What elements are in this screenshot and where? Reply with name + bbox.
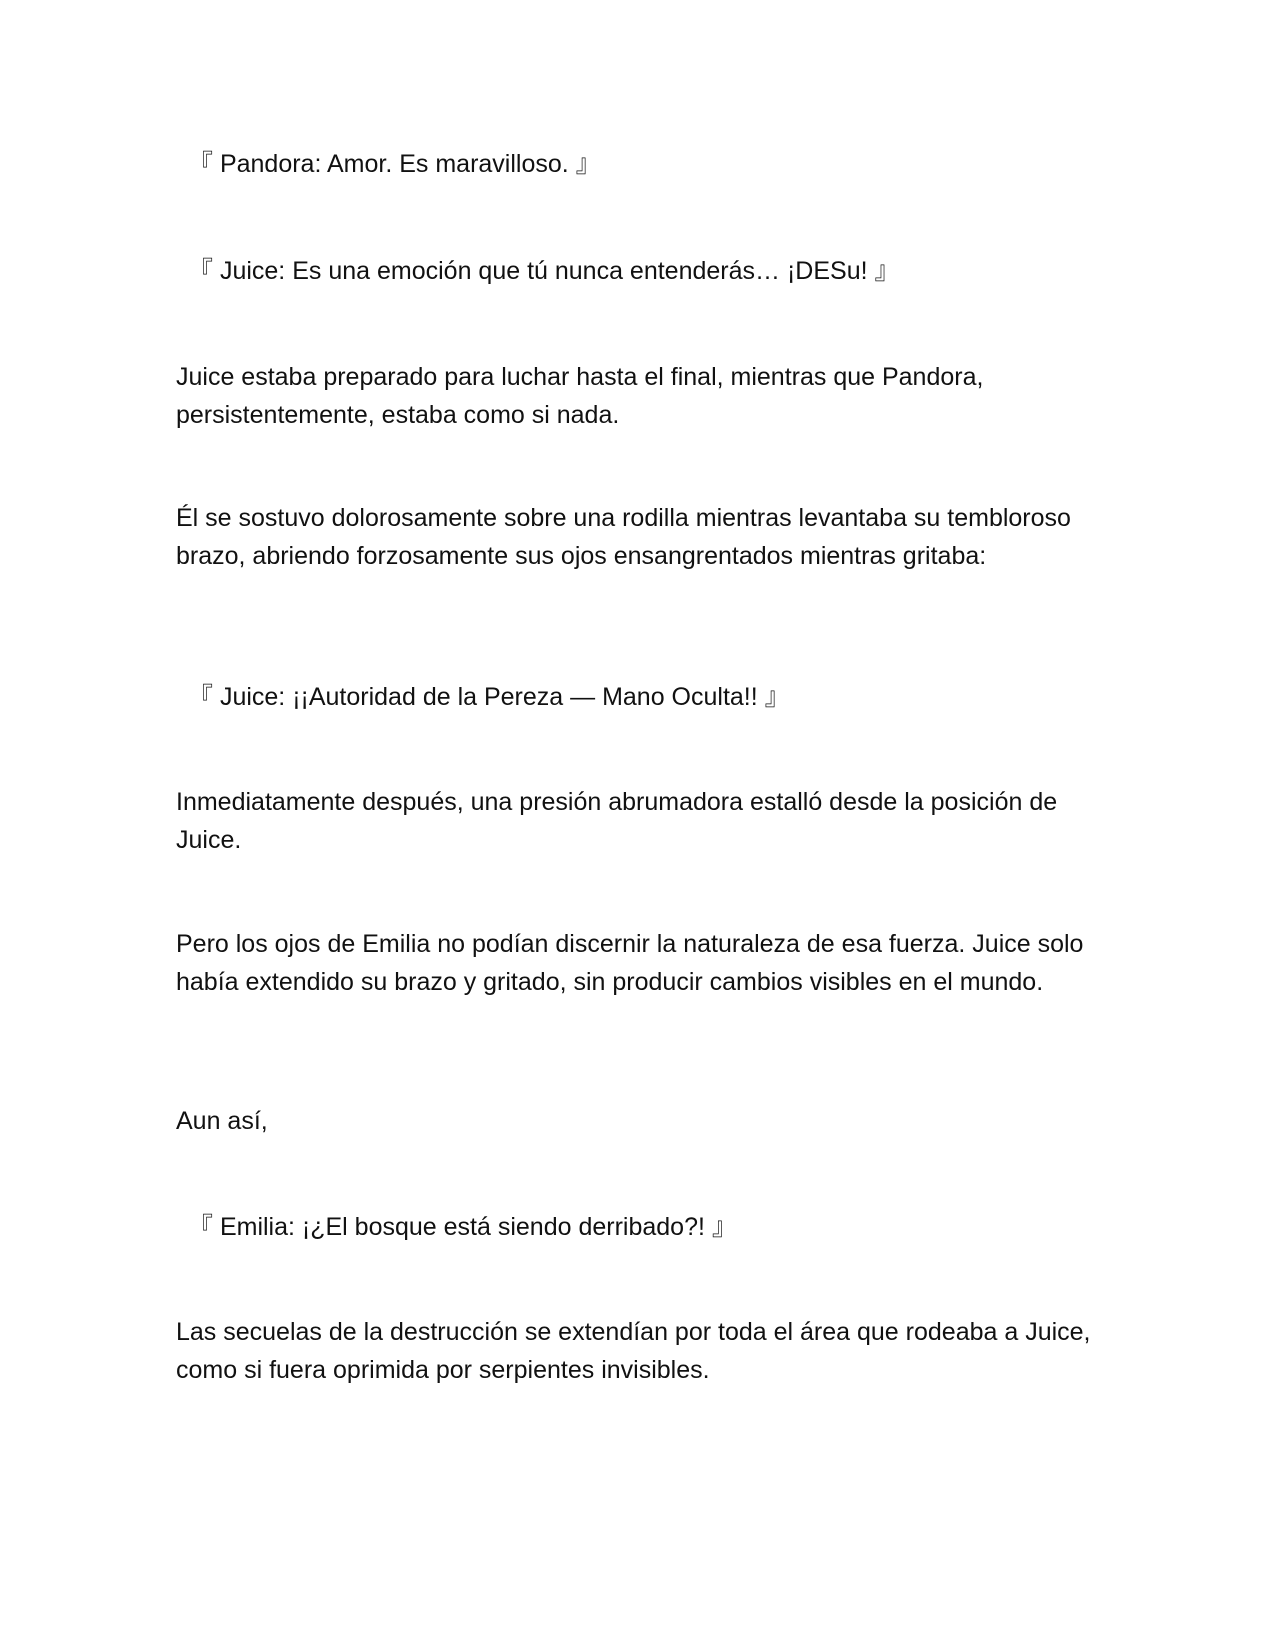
paragraph: Juice estaba preparado para luchar hasta el final, mientras que Pandora, persistentemente, estaba como si nada. (176, 363, 984, 429)
paragraph: Aun así, (176, 1107, 268, 1135)
dialogue-line: 『 Pandora: Amor. Es maravilloso. 』 (188, 150, 601, 178)
paragraph: Él se sostuvo dolorosamente sobre una rodilla mientras levantaba su tembloroso brazo, abriendo forzosamente sus ojos ensangrentados mientras gritaba: (176, 504, 1071, 570)
paragraph: Las secuelas de la destrucción se extendían por toda el área que rodeaba a Juice, como si fuera oprimida por serpientes invisibles. (176, 1318, 1091, 1384)
dialogue-line: 『 Juice: Es una emoción que tú nunca entenderás… ¡DESu! 』 (188, 257, 900, 285)
dialogue-line: 『 Emilia: ¡¿El bosque está siendo derribado?! 』 (188, 1213, 737, 1241)
dialogue-line: 『 Juice: ¡¡Autoridad de la Pereza — Mano Oculta!! 』 (188, 683, 790, 711)
paragraph: Inmediatamente después, una presión abrumadora estalló desde la posición de Juice. (176, 788, 1058, 854)
paragraph: Pero los ojos de Emilia no podían discernir la naturaleza de esa fuerza. Juice solo había extendido su brazo y gritado, sin producir cambios visibles en el mundo. (176, 930, 1084, 996)
